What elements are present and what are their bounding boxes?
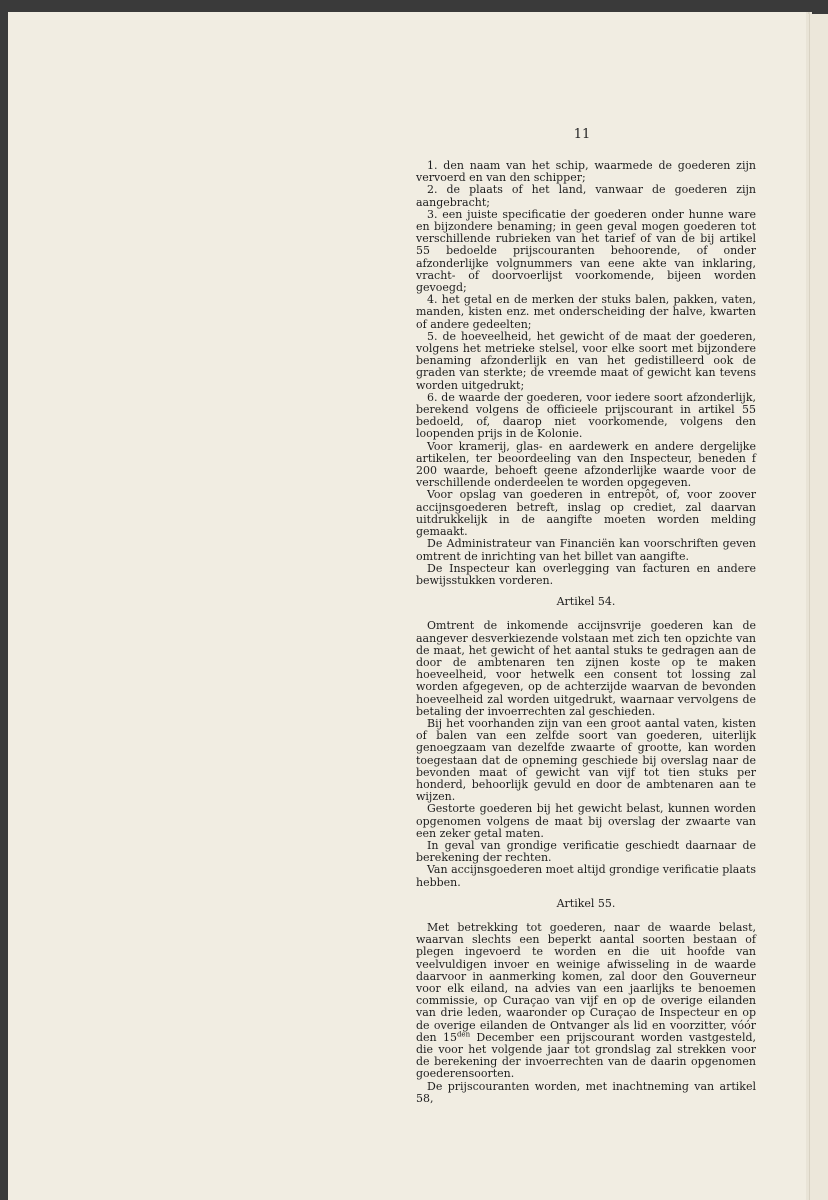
list-item-1: 1. den naam van het schip, waarmede de goederen zijn vervoerd en van den schipper; <box>416 159 756 185</box>
list-item-4: 4. het getal en de merken der stuks balen, pakken, vaten, manden, kisten enz. met onderscheiding der halve, kwarten of andere gedeelten; <box>416 293 756 331</box>
page-number: 11 <box>573 127 591 142</box>
paragraph-text: Met betrekking tot goederen, naar de waarde belast, waarvan slechts een beperkt aantal soorten bestaan of plegen ingevoerd te worden en die uit hoofde van veelvuldigen invoer en weinige afwisseling in de waarde daarvoor in aanmerking komen, zal door den Gouverneur voor elk eiland, na advies van een jaarlijks te benoemen commissie, op Curaçao van vijf en op de overige eilanden van drie leden, waaronder op Curaçao de Inspecteur en op de overige eilanden de Ontvanger als lid en voorzitter, vóór den 15 <box>416 920 756 1044</box>
paragraph: De Administrateur van Financiën kan voorschriften geven omtrent de inrichting van het billet van aangifte. <box>416 537 756 563</box>
article-text-column <box>416 160 756 1105</box>
paragraph-article-55 <box>416 922 756 1081</box>
paragraph-text: December een prijscourant worden vastgesteld, die voor het volgende jaar tot grondslag zal strekken voor de berekening der invoerrechten van de daarin opgenomen goederensoorten. <box>416 1030 756 1081</box>
list-item-3: 3. een juiste specificatie der goederen onder hunne ware en bijzondere benaming; in geen geval mogen goederen tot verschillende rubrieken van het tarief of van de bij artikel 55 bedoelde prijscouranten behoorende, of onder afzonderlijke volgnummers van eene akte van inklaring, vracht- of doorvoerlijst voorkomende, bijeen worden gevoegd; <box>416 207 756 295</box>
article-55-heading: Artikel 55. <box>556 896 616 910</box>
paragraph: In geval van grondige verificatie geschiedt daarnaar de berekening der rechten. <box>416 838 756 865</box>
list-item-2: 2. de plaats of het land, vanwaar de goederen zijn aangebracht; <box>416 183 756 209</box>
paragraph: Omtrent de inkomende accijnsvrije goederen kan de aangever desverkiezende volstaan met zich ten opzichte van de maat, het gewicht of het aantal stuks te gedragen aan de door de ambtenaren ten zijnen koste op te maken hoeveelheid, voor hetwelk een consent tot lossing zal worden afgegeven, op de achterzijde waarvan de bevonden hoeveelheid zal worden uitgedrukt, waarnaar vervolgens de betaling der invoerrechten zal geschieden. <box>416 619 756 718</box>
article-54-heading: Artikel 54. <box>556 595 616 609</box>
paragraph: Voor kramerij, glas- en aardewerk en andere dergelijke artikelen, ter beoordeeling van den Inspecteur, beneden f 200 waarde, behoeft geene afzonderlijke waarde voor de verschillende onderdeelen te worden opgegeven. <box>416 439 756 490</box>
paragraph: Gestorte goederen bij het gewicht belast, kunnen worden opgenomen volgens de maat bij overslag der zwaarte van een zeker getal maten. <box>416 802 756 840</box>
superscript: den <box>456 1030 471 1039</box>
paragraph: Voor opslag van goederen in entrepôt, of, voor zoover accijnsgoederen betreft, inslag op crediet, zal daarvan uitdrukkelijk in de aangifte moeten worden melding gemaakt. <box>416 488 756 539</box>
paragraph: De prijscouranten worden, met inachtneming van artikel 58, <box>416 1079 756 1105</box>
paragraph: Bij het voorhanden zijn van een groot aantal vaten, kisten of balen van een zelfde soort van goederen, uiterlijk genoegzaam van dezelfde zwaarte of grootte, kan worden toegestaan dat de opneming geschiede bij overslag naar de bevonden maat of gewicht van vijf tot tien stuks per honderd, behoorlijk gevuld en door de ambtenaren aan te wijzen. <box>416 716 756 804</box>
paragraph: De Inspecteur kan overlegging van facturen en andere bewijsstukken vorderen. <box>416 561 756 587</box>
paragraph: Van accijnsgoederen moet altijd grondige verificatie plaats hebben. <box>416 863 756 889</box>
page-stack-edge <box>806 14 828 1200</box>
list-item-6: 6. de waarde der goederen, voor iedere soort afzonderlijk, berekend volgens de officieele prijscourant in artikel 55 bedoeld, of, daarop niet voorkomende, volgens den loopenden prijs in de Kolonie. <box>416 390 756 441</box>
list-item-5: 5. de hoeveelheid, het gewicht of de maat der goederen, volgens het metrieke stelsel, voor elke soort met bijzondere benaming afzonderlijk en van het gedistilleerd ook de graden van sterkte; de vreemde maat of gewicht kan tevens worden uitgedrukt; <box>416 329 756 392</box>
